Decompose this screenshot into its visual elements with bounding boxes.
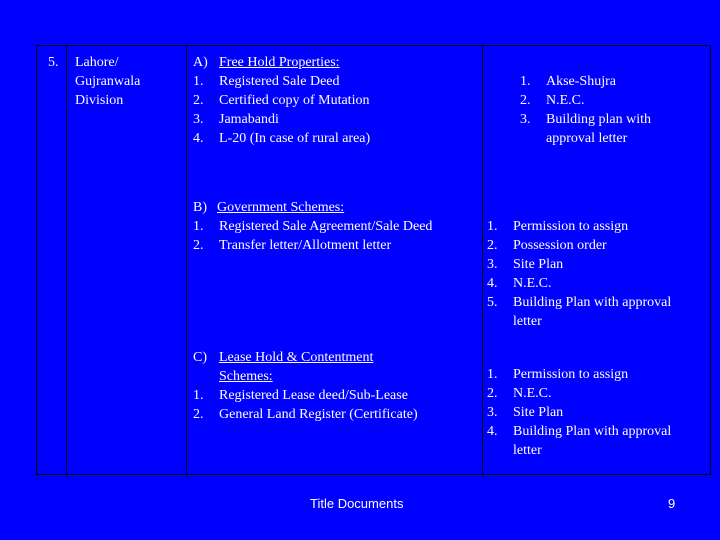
section-a-req-2: 2. N.E.C. bbox=[520, 93, 585, 108]
table-right-border bbox=[710, 45, 711, 475]
section-b-req-6: letter bbox=[513, 314, 542, 329]
section-c-req-5: letter bbox=[513, 443, 542, 458]
section-b-req-1: 1. Permission to assign bbox=[487, 219, 629, 234]
section-b-heading bbox=[193, 198, 344, 217]
division-line-1: Lahore/ bbox=[75, 55, 119, 70]
page-number: 9 bbox=[668, 496, 676, 511]
table-divider-1 bbox=[66, 45, 67, 475]
section-a-letter: A) bbox=[193, 55, 208, 70]
section-b-req-2: 2. Possession order bbox=[487, 238, 607, 253]
section-a-heading bbox=[193, 53, 340, 72]
division-line-2: Gujranwala bbox=[75, 74, 141, 89]
section-a-req-1: 1. Akse-Shujra bbox=[520, 74, 616, 89]
table-left-border bbox=[36, 45, 37, 475]
section-a-item-4: 4. L-20 (In case of rural area) bbox=[193, 131, 371, 146]
section-c-item-2: 2. General Land Register (Certificate) bbox=[193, 407, 418, 422]
section-a-req-3: 3. Building plan with bbox=[520, 112, 651, 127]
section-c-title-line-2: Schemes: bbox=[219, 369, 273, 384]
table-top-border bbox=[36, 45, 711, 46]
section-c-req-3: 3. Site Plan bbox=[487, 405, 564, 420]
section-b-req-5: 5. Building Plan with approval bbox=[487, 295, 672, 310]
section-b-title: Government Schemes: bbox=[217, 200, 345, 215]
section-c-item-1: 1. Registered Lease deed/Sub-Lease bbox=[193, 388, 408, 403]
section-b-req-4: 4. N.E.C. bbox=[487, 276, 552, 291]
section-c-letter: C) bbox=[193, 350, 207, 365]
section-c-req-1: 1. Permission to assign bbox=[487, 367, 629, 382]
section-b-item-2: 2. Transfer letter/Allotment letter bbox=[193, 238, 392, 253]
section-c-heading bbox=[193, 348, 373, 367]
table-bottom-border bbox=[36, 474, 711, 475]
section-a-item-1: 1. Registered Sale Deed bbox=[193, 74, 340, 89]
table-divider-3 bbox=[482, 45, 483, 475]
section-a-item-2: 2. Certified copy of Mutation bbox=[193, 93, 370, 108]
section-c-req-2: 2. N.E.C. bbox=[487, 386, 552, 401]
footer-title: Title Documents bbox=[310, 496, 404, 511]
section-c-heading-line-2 bbox=[219, 367, 273, 386]
section-b-item-1: 1. Registered Sale Agreement/Sale Deed bbox=[193, 219, 433, 234]
section-b-letter: B) bbox=[193, 200, 207, 215]
table-divider-2 bbox=[186, 45, 187, 475]
section-a-title: Free Hold Properties: bbox=[219, 55, 340, 70]
section-a-item-3: 3. Jamabandi bbox=[193, 112, 279, 127]
division-line-3: Division bbox=[75, 93, 124, 108]
section-b-req-3: 3. Site Plan bbox=[487, 257, 564, 272]
section-a-req-4: approval letter bbox=[546, 131, 628, 146]
serial-number: 5. bbox=[48, 55, 59, 70]
section-c-title-line-1: Lease Hold & Contentment bbox=[219, 350, 374, 365]
section-c-req-4: 4. Building Plan with approval bbox=[487, 424, 672, 439]
